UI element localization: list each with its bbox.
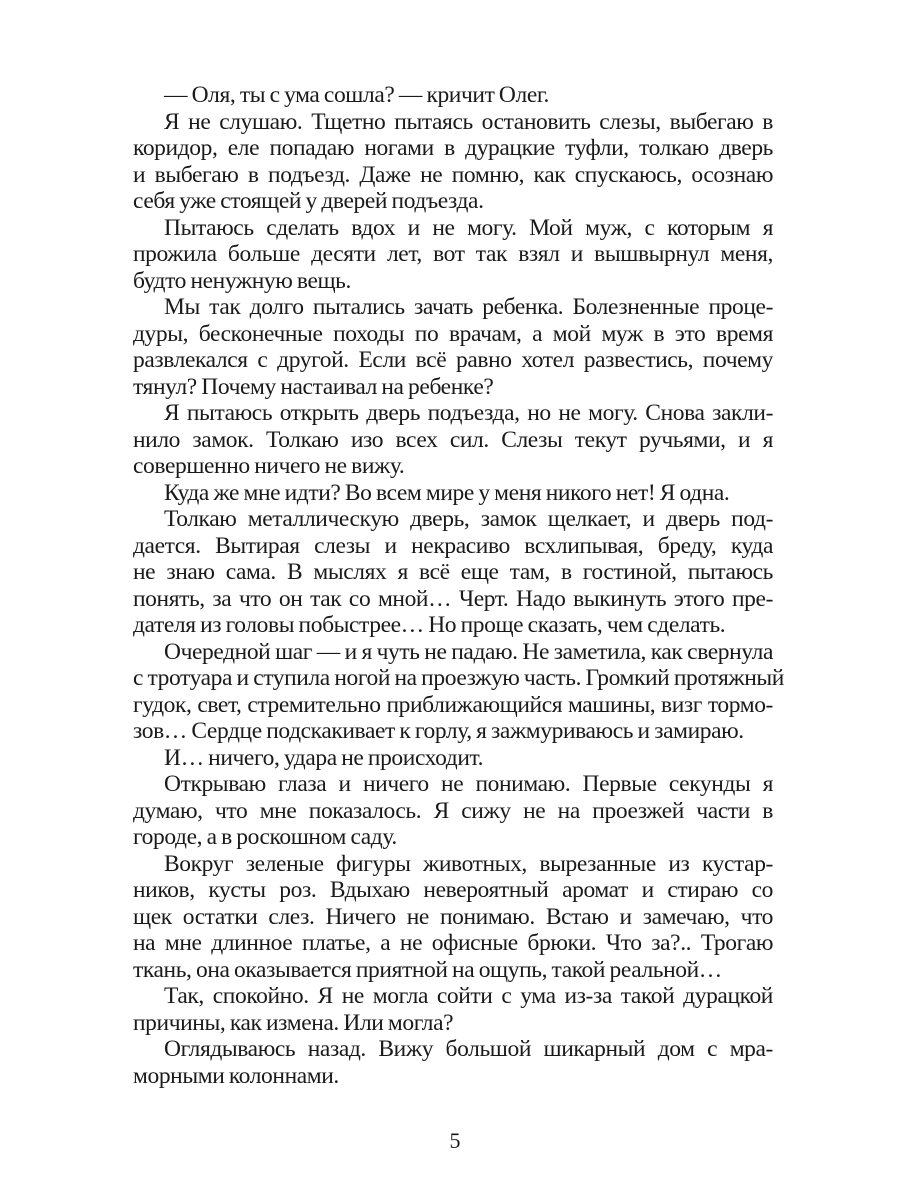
text-line: понять, за что он так со мной… Черт. Надо выкинуть этого пре- — [133, 585, 773, 612]
text-line: Пытаюсь сделать вдох и не могу. Мой муж, с которым я — [164, 214, 773, 241]
text-line: ткань, она оказывается приятной на ощупь, такой реальной… — [133, 956, 722, 983]
text-line: дается. Вытирая слезы и некрасиво всхлипывая, бреду, куда — [133, 532, 773, 559]
text-line: коридор, еле попадаю ногами в дурацкие туфли, толкаю дверь — [133, 135, 773, 161]
text-line: думаю, что мне показалось. Я сижу не на проезжей части в — [133, 797, 773, 824]
text-line: Мы так долго пытались зачать ребенка. Болезненные проце- — [164, 294, 773, 320]
text-line: Я не слушаю. Тщетно пытаясь остановить слезы, выбегаю в — [164, 108, 773, 135]
text-line: причины, как измена. Или могла? — [133, 1009, 454, 1036]
text-line: Толкаю металлическую дверь, замок щелкает, и дверь под- — [164, 506, 773, 532]
page-number: 5 — [449, 1128, 461, 1153]
text-line: ников, кусты роз. Вдыхаю невероятный аромат и стираю со — [133, 877, 773, 903]
text-line: с тротуара и ступила ногой на проезжую часть. Громкий протяжный — [133, 665, 784, 691]
text-line: Куда же мне идти? Во всем мире у меня никого нет! Я одна. — [164, 479, 730, 506]
text-line: прожила больше десяти лет, вот так взял и вышвырнул меня, — [133, 241, 773, 267]
text-line: Вокруг зеленые фигуры животных, вырезанные из кустар- — [164, 850, 773, 877]
text-line: Очередной шаг — и я чуть не падаю. Не заметила, как свернула — [164, 638, 773, 665]
text-line: и выбегаю в подъезд. Даже не помню, как спускаюсь, осознаю — [133, 161, 773, 188]
text-line: морными колоннами. — [133, 1062, 339, 1089]
text-line: гудок, свет, стремительно приближающийся машины, визг тормо- — [133, 691, 773, 718]
text-line: совершенно ничего не вижу. — [133, 453, 405, 479]
text-line: не знаю сама. В мыслях я всё еще там, в гостиной, пытаюсь — [133, 559, 773, 585]
text-line: себя уже стоящей у дверей подъезда. — [133, 188, 484, 214]
text-line: нило замок. Толкаю изо всех сил. Слезы текут ручьями, и я — [133, 426, 773, 453]
text-line: Открываю глаза и ничего не понимаю. Первые секунды я — [164, 771, 773, 797]
text-line: Я пытаюсь открыть дверь подъезда, но не могу. Снова закли- — [164, 400, 773, 426]
text-line: щек остатки слез. Ничего не понимаю. Встаю и замечаю, что — [133, 903, 773, 930]
text-line: Оглядываюсь назад. Вижу большой шикарный дом с мра- — [164, 1036, 773, 1062]
text-line: развлекался с другой. Если всё равно хотел развестись, почему — [133, 347, 773, 373]
text-line: дателя из головы побыстрее… Но проще сказать, чем сделать. — [133, 612, 726, 638]
text-line: городе, а в роскошном саду. — [133, 824, 397, 850]
text-line: Так, спокойно. Я не могла сойти с ума из-за такой дурацкой — [164, 983, 773, 1009]
text-line: — Оля, ты с ума сошла? — кричит Олег. — [164, 82, 549, 108]
text-line: будто ненужную вещь. — [133, 267, 351, 294]
text-line: на мне длинное платье, а не офисные брюки. Что за?.. Трогаю — [133, 930, 773, 956]
text-line: зов… Сердце подскакивает к горлу, я зажмуриваюсь и замираю. — [133, 718, 744, 744]
text-line: дуры, бесконечные походы по врачам, а мой муж в это время — [133, 320, 773, 347]
text-line: тянул? Почему настаивал на ребенке? — [133, 373, 494, 400]
text-line: И… ничего, удара не происходит. — [164, 744, 484, 771]
